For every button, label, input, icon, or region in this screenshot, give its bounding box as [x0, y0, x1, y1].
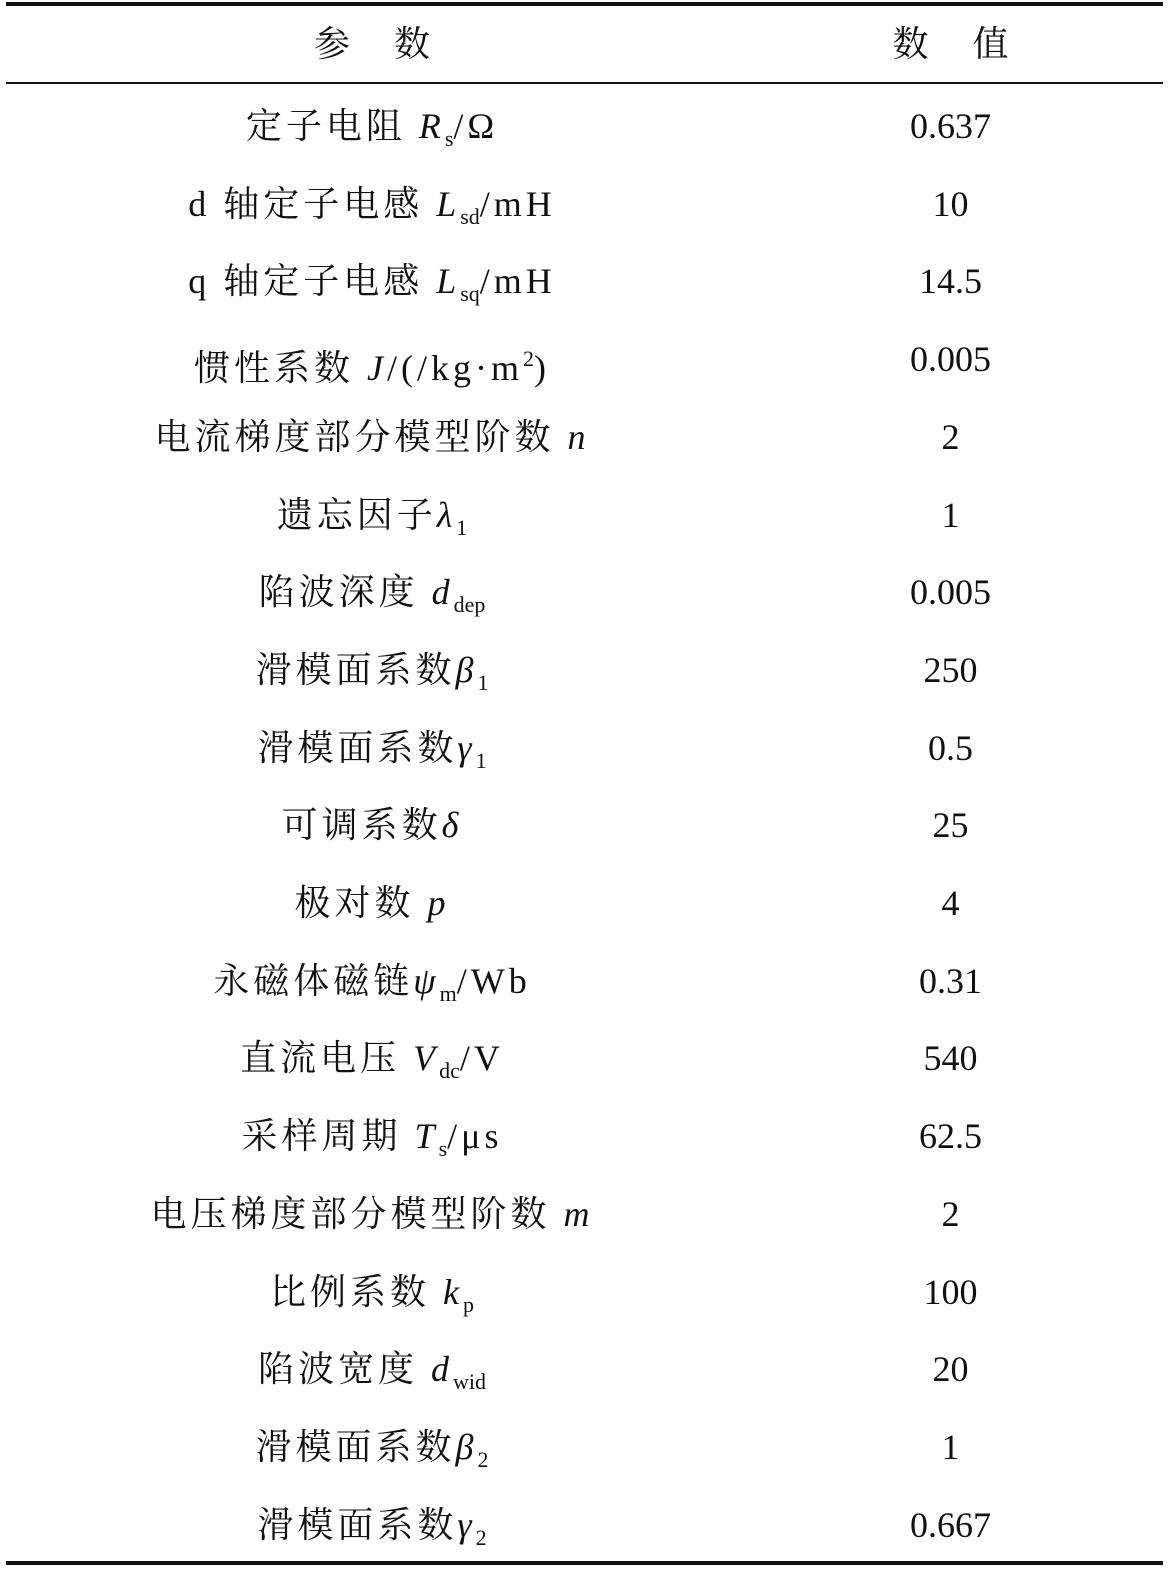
parameter-cell — [6, 640, 738, 700]
symbol-subscript: wid — [453, 1369, 486, 1394]
parameter-unit: /mH — [479, 261, 556, 301]
table-row — [6, 485, 1163, 545]
parameter-symbol: n — [567, 417, 590, 457]
parameter-label: 定子电阻 — [245, 106, 419, 146]
symbol-subscript: 2 — [477, 1447, 489, 1472]
parameter-label: q 轴定子电感 — [188, 261, 437, 301]
header-param-char-2: 数 — [394, 24, 431, 64]
table-row — [6, 718, 1163, 778]
header-param — [6, 14, 738, 74]
parameter-cell — [6, 174, 738, 234]
parameter-unit: /mH — [479, 184, 556, 224]
value-cell: 1 — [941, 1427, 960, 1467]
table-row — [6, 1184, 1163, 1244]
parameter-symbol: ψ — [413, 961, 440, 1001]
header-param-char-1: 参 — [313, 24, 350, 64]
parameter-label: 直流电压 — [240, 1038, 414, 1078]
table-row — [6, 562, 1163, 622]
table-row — [6, 174, 1163, 234]
table-row — [6, 407, 1163, 467]
value-cell: 25 — [932, 805, 969, 845]
parameter-unit: /(/kg·m — [387, 348, 523, 388]
value-cell: 4 — [941, 883, 960, 923]
parameter-symbol: J — [367, 348, 387, 388]
parameter-label: d 轴定子电感 — [188, 184, 437, 224]
table-header-row — [6, 14, 1163, 74]
value-cell: 14.5 — [919, 261, 982, 301]
parameter-label: 滑模面系数 — [255, 1427, 456, 1467]
parameter-cell — [6, 1495, 738, 1555]
parameter-cell — [6, 329, 738, 389]
table-row — [6, 1262, 1163, 1322]
parameter-symbol: β — [455, 650, 478, 690]
header-value-char-1: 数 — [892, 24, 929, 64]
value-cell: 0.005 — [910, 339, 991, 379]
unit-tail: ) — [533, 348, 550, 388]
unit-superscript: 2 — [522, 346, 534, 371]
table-row — [6, 1339, 1163, 1399]
parameter-symbol: γ — [457, 1505, 476, 1545]
parameter-cell — [6, 562, 738, 622]
parameter-label: 比例系数 — [270, 1272, 444, 1312]
parameter-cell — [6, 1262, 738, 1322]
value-cell: 20 — [932, 1349, 969, 1389]
table-row — [6, 96, 1163, 156]
table-top-rule — [6, 2, 1163, 6]
parameter-symbol: λ — [436, 495, 457, 535]
header-value — [738, 14, 1163, 74]
parameter-symbol: m — [563, 1194, 594, 1234]
symbol-subscript: sd — [460, 204, 480, 229]
symbol-subscript: 1 — [456, 515, 468, 540]
value-cell: 2 — [941, 1194, 960, 1234]
table-row — [6, 640, 1163, 700]
value-cell: 62.5 — [919, 1116, 982, 1156]
parameter-label: 滑模面系数 — [257, 728, 458, 768]
symbol-subscript: 1 — [475, 748, 487, 773]
symbol-subscript: s — [444, 126, 454, 151]
table-header-rule — [6, 82, 1163, 84]
value-cell: 0.5 — [928, 728, 973, 768]
symbol-subscript: m — [439, 981, 457, 1006]
symbol-subscript: p — [463, 1292, 474, 1317]
parameter-label: 惯性系数 — [194, 348, 368, 388]
symbol-subscript: 1 — [477, 670, 489, 695]
table-row — [6, 873, 1163, 933]
value-cell: 250 — [923, 650, 978, 690]
value-cell: 0.005 — [910, 572, 991, 612]
value-cell: 0.667 — [910, 1505, 991, 1545]
value-cell: 540 — [923, 1038, 978, 1078]
table-bottom-rule — [6, 1561, 1163, 1565]
parameter-symbol: β — [455, 1427, 478, 1467]
parameter-cell — [6, 1106, 738, 1166]
parameter-cell — [6, 1417, 738, 1477]
parameter-unit: /V — [459, 1038, 504, 1078]
table-row — [6, 329, 1163, 389]
parameter-cell — [6, 1184, 738, 1244]
table-row — [6, 251, 1163, 311]
parameter-symbol: R — [418, 106, 445, 146]
table-row — [6, 1028, 1163, 1088]
symbol-subscript: s — [438, 1136, 448, 1161]
parameter-cell — [6, 795, 738, 855]
parameter-symbol: p — [427, 883, 450, 923]
parameter-unit: /Ω — [453, 106, 499, 146]
value-cell: 10 — [932, 184, 969, 224]
parameter-cell — [6, 407, 738, 467]
table-row — [6, 1106, 1163, 1166]
parameter-cell — [6, 1028, 738, 1088]
parameter-cell — [6, 485, 738, 545]
parameter-label: 电流梯度部分模型阶数 — [154, 417, 568, 457]
parameter-cell — [6, 873, 738, 933]
value-cell: 0.637 — [910, 106, 991, 146]
parameter-cell — [6, 96, 738, 156]
value-cell: 2 — [941, 417, 960, 457]
parameter-label: 永磁体磁链 — [213, 961, 414, 1001]
parameter-cell — [6, 718, 738, 778]
symbol-subscript: dc — [439, 1058, 460, 1083]
value-cell: 1 — [941, 495, 960, 535]
parameter-symbol: L — [436, 184, 461, 224]
parameter-label: 采样周期 — [241, 1116, 415, 1156]
symbol-subscript: sq — [460, 281, 480, 306]
parameter-unit: /Wb — [456, 961, 531, 1001]
header-value-char-2: 值 — [972, 24, 1009, 64]
parameter-label: 陷波宽度 — [257, 1349, 431, 1389]
parameter-cell — [6, 251, 738, 311]
parameter-unit: /μs — [447, 1116, 503, 1156]
parameter-label: 电压梯度部分模型阶数 — [150, 1194, 564, 1234]
parameter-label: 极对数 — [294, 883, 428, 923]
parameter-label: 可调系数 — [281, 805, 442, 845]
parameter-symbol: V — [413, 1038, 440, 1078]
value-cell: 100 — [923, 1272, 978, 1312]
parameter-symbol: d — [431, 1349, 453, 1389]
parameter-symbol: L — [436, 261, 461, 301]
parameter-label: 滑模面系数 — [255, 650, 456, 690]
table-row — [6, 951, 1163, 1011]
table-row — [6, 1417, 1163, 1477]
parameter-label: 滑模面系数 — [257, 1505, 458, 1545]
parameter-cell — [6, 1339, 738, 1399]
parameter-label: 陷波深度 — [258, 572, 432, 612]
parameter-symbol: d — [431, 572, 454, 612]
table-row — [6, 1495, 1163, 1555]
parameter-symbol: k — [443, 1272, 463, 1312]
symbol-subscript: 2 — [475, 1525, 487, 1550]
parameter-label: 遗忘因子 — [276, 495, 437, 535]
parameter-symbol: γ — [457, 728, 476, 768]
parameter-symbol: δ — [441, 805, 463, 845]
value-cell: 0.31 — [919, 961, 982, 1001]
parameter-symbol: T — [414, 1116, 439, 1156]
symbol-subscript: dep — [453, 592, 486, 617]
parameter-cell — [6, 951, 738, 1011]
table-row — [6, 795, 1163, 855]
